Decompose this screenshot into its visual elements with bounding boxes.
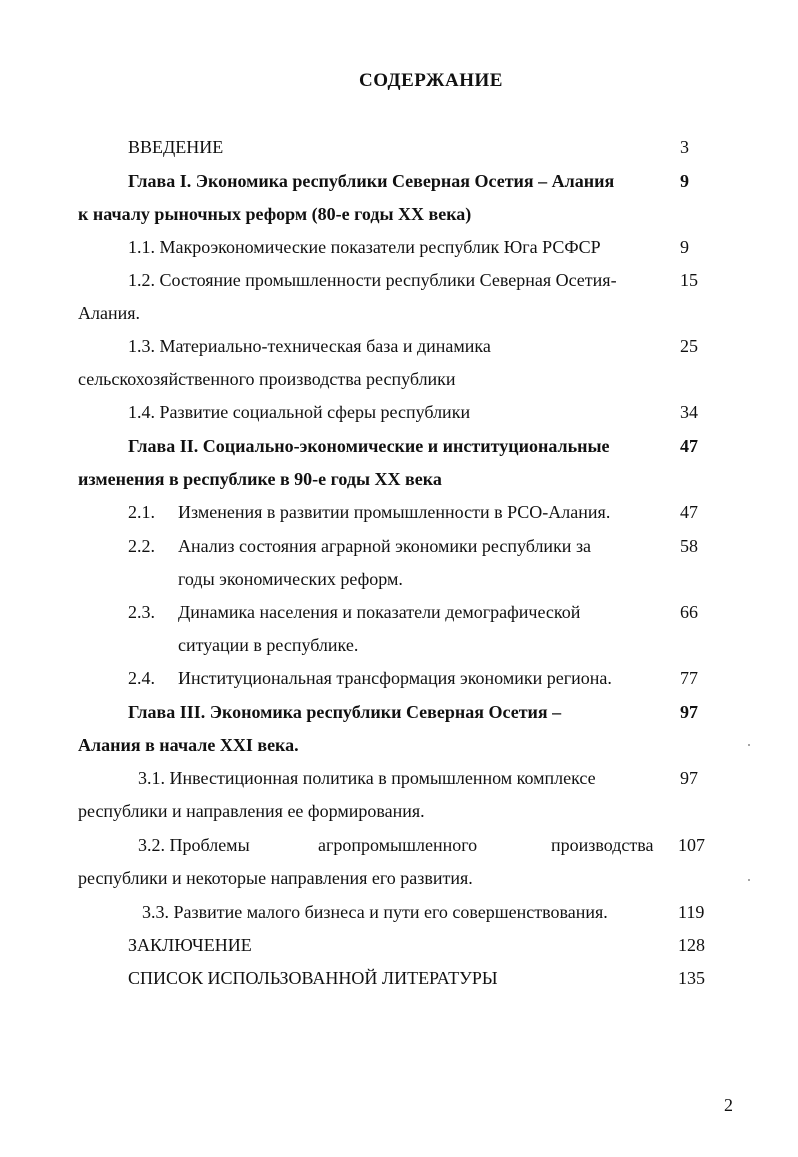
toc-chapter-1-line-2: к началу рыночных реформ (80-е годы XX века) [78, 204, 472, 224]
toc-section-1-3-line-2: сельскохозяйственного производства республики [78, 369, 456, 389]
toc-chapter-2-line-1: Глава II. Социально-экономические и институциональные [128, 436, 610, 456]
toc-section-3-1-line-1: 3.1. Инвестиционная политика в промышленном комплексе [138, 768, 596, 788]
toc-section-3-1-line-2: республики и направления ее формирования. [78, 801, 425, 821]
toc-section-2-3-number: 2.3. [128, 602, 155, 622]
toc-section-1-2-line-1: 1.2. Состояние промышленности республики Северная Осетия- [128, 270, 617, 290]
toc-entry-bibliography: СПИСОК ИСПОЛЬЗОВАННОЙ ЛИТЕРАТУРЫ [128, 968, 498, 988]
toc-section-3-2-word-3: производства [551, 835, 654, 855]
toc-section-2-4-number: 2.4. [128, 668, 155, 688]
toc-page-section-2-2: 58 [680, 536, 698, 556]
toc-chapter-3-line-2: Алания в начале XXI века. [78, 735, 299, 755]
toc-section-2-1: Изменения в развитии промышленности в РСО-Алания. [178, 502, 611, 522]
page-title: СОДЕРЖАНИЕ [359, 70, 503, 91]
toc-section-3-2-word-1: 3.2. Проблемы [138, 835, 250, 855]
toc-page-conclusion: 128 [678, 935, 705, 955]
toc-page-section-3-3: 119 [678, 902, 705, 922]
toc-section-1-3-line-1: 1.3. Материально-техническая база и динамика [128, 336, 491, 356]
toc-section-2-2-line-1: Анализ состояния аграрной экономики республики за [178, 536, 592, 556]
toc-chapter-2-line-2: изменения в республике в 90-е годы XX века [78, 469, 442, 489]
toc-section-1-2-line-2: Алания. [78, 303, 141, 323]
toc-page-section-1-4: 34 [680, 402, 698, 422]
scan-speck [748, 879, 750, 881]
toc-page-section-1-1: 9 [680, 237, 689, 257]
toc-page-section-3-1: 97 [680, 768, 698, 788]
toc-section-3-2-word-2: агропромышленного [318, 835, 478, 855]
toc-chapter-3-line-1: Глава III. Экономика республики Северная Осетия – [128, 702, 562, 722]
toc-page-bibliography: 135 [678, 968, 705, 988]
toc-section-2-3-line-2: ситуации в республике. [178, 635, 359, 655]
toc-page-section-1-2: 15 [680, 270, 698, 290]
page-number: 2 [724, 1095, 733, 1115]
toc-page-section-2-4: 77 [680, 668, 698, 688]
toc-section-2-1-number: 2.1. [128, 502, 155, 522]
toc-page-section-2-3: 66 [680, 602, 698, 622]
toc-section-2-3-line-1: Динамика населения и показатели демографической [178, 602, 581, 622]
toc-section-1-1: 1.1. Макроэкономические показатели республик Юга РСФСР [128, 237, 601, 257]
toc-page-section-1-3: 25 [680, 336, 698, 356]
toc-page-section-2-1: 47 [680, 502, 698, 522]
toc-entry-conclusion: ЗАКЛЮЧЕНИЕ [128, 935, 252, 955]
toc-section-1-4: 1.4. Развитие социальной сферы республики [128, 402, 471, 422]
toc-section-3-3: 3.3. Развитие малого бизнеса и пути его совершенствования. [142, 902, 608, 922]
toc-chapter-1-line-1 [128, 171, 666, 191]
toc-page-chapter-2: 47 [680, 436, 698, 456]
toc-section-2-4: Институциональная трансформация экономики региона. [178, 668, 612, 688]
toc-page-section-3-2: 107 [678, 835, 705, 855]
toc-section-2-2-number: 2.2. [128, 536, 155, 556]
toc-section-2-2-line-2: годы экономических реформ. [178, 569, 403, 589]
scan-speck [748, 744, 750, 746]
toc-page-chapter-3: 97 [680, 702, 698, 722]
toc-page-chapter-1: 9 [680, 171, 689, 191]
toc-section-3-2-line-2: республики и некоторые направления его развития. [78, 868, 473, 888]
toc-entry-introduction: ВВЕДЕНИЕ [128, 137, 224, 157]
toc-chapter-1-text-1: Глава I. Экономика республики Северная Осетия – Алания [128, 171, 615, 191]
toc-page-introduction: 3 [680, 137, 689, 157]
